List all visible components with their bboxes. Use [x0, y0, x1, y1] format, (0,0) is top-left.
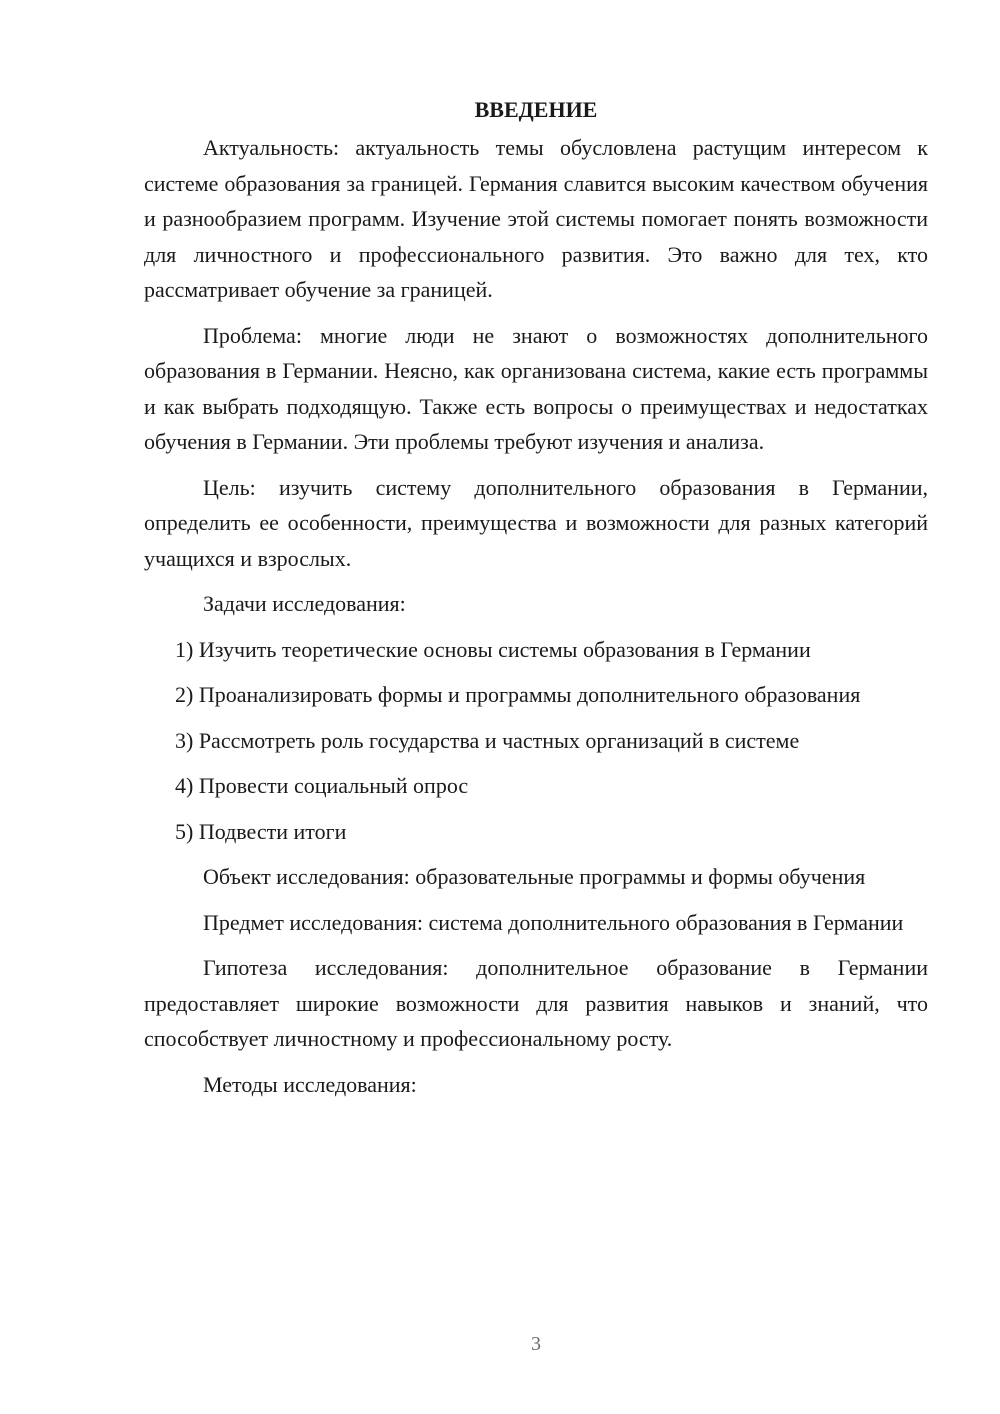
subject-paragraph: Предмет исследования: система дополнительного образования в Германии [203, 909, 904, 935]
task-item-3: 3) Рассмотреть роль государства и частных организаций в системе [175, 727, 800, 753]
goal-paragraph: Цель: изучить систему дополнительного образования в Германии, определить ее особенности, преимущества и возможности для разных категорий учащихся и взрослых. [144, 474, 928, 571]
page-number: 3 [531, 1333, 541, 1355]
object-paragraph: Объект исследования: образовательные программы и формы обучения [203, 864, 866, 889]
task-item-2: 2) Проанализировать формы и программы дополнительного образования [175, 682, 861, 707]
tasks-heading: Задачи исследования: [203, 591, 406, 616]
document-page [144, 92, 928, 1112]
task-item-5: 5) Подвести итоги [175, 818, 347, 844]
hypothesis-paragraph: Гипотеза исследования: дополнительное образование в Германии предоставляет широкие возможности для развития навыков и знаний, что способствует личностному и профессиональному росту. [144, 955, 928, 1051]
task-item-4: 4) Провести социальный опрос [175, 773, 469, 798]
task-item-1: 1) Изучить теоретические основы системы образования в Германии [175, 636, 811, 662]
problem-paragraph: Проблема: многие люди не знают о возможностях дополнительного образования в Германии. Неясно, как организована система, какие есть программы и как выбрать подходящую. Также есть вопросы о преимуществах и недостатках обучения в Германии. Эти проблемы требуют изучения и анализа. [144, 322, 928, 454]
relevance-paragraph: Актуальность: актуальность темы обусловлена растущим интересом к системе образования за границей. Германия славится высоким качеством обучения и разнообразием программ. Изучение этой системы помогает понять возможности для личностного и профессионального развития. Это важно для тех, кто рассматривает обучение за границей. [144, 135, 928, 302]
page-title: ВВЕДЕНИЕ [474, 97, 598, 122]
methods-paragraph: Методы исследования: [203, 1071, 417, 1097]
